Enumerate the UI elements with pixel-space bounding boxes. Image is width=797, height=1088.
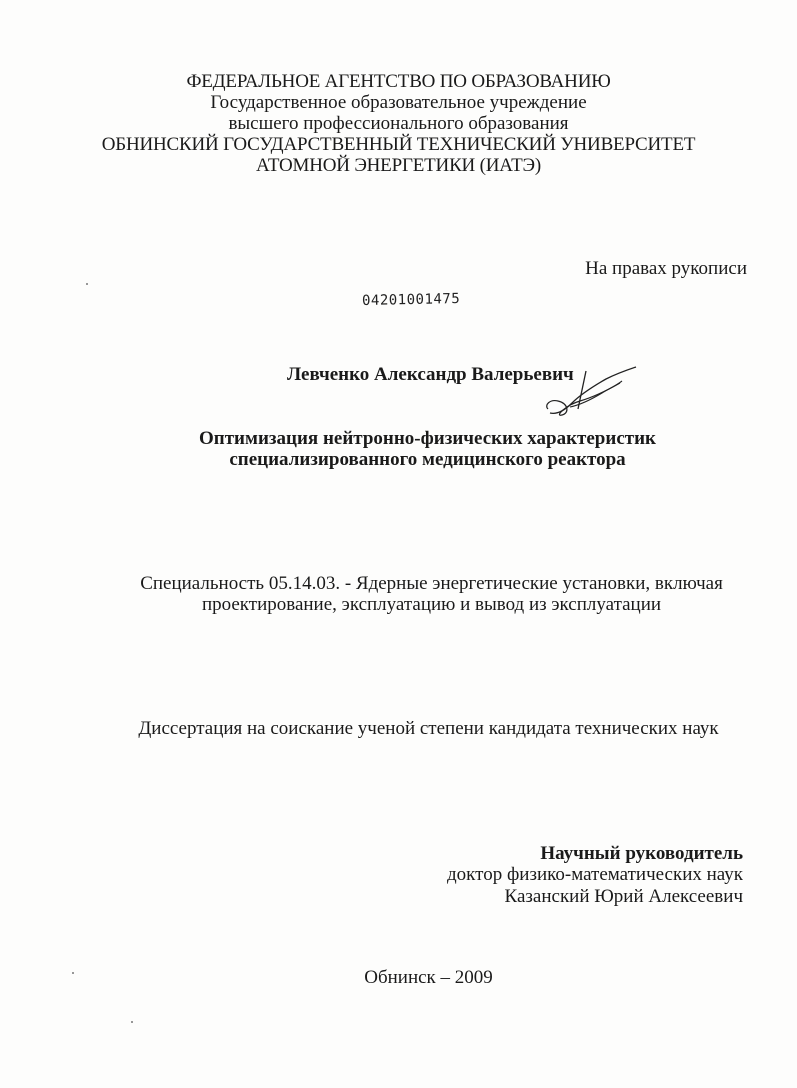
author-name: Левченко Александр Валерьевич: [287, 364, 574, 385]
thesis-title: [29, 428, 797, 470]
degree-line: Диссертация на соискание ученой степени кандидата технических наук: [138, 718, 719, 739]
supervisor-name: Казанский Юрий Алексеевич: [504, 886, 743, 907]
specialty-line: Специальность 05.14.03. - Ядерные энергетические установки, включая: [140, 573, 723, 594]
education-level-line: высшего профессионального образования: [228, 113, 569, 134]
university-name-line: ОБНИНСКИЙ ГОСУДАРСТВЕННЫЙ ТЕХНИЧЕСКИЙ УНИВЕРСИТЕТ: [101, 134, 696, 155]
scan-speck: [86, 283, 88, 285]
institution-header: [0, 71, 797, 176]
university-abbr-line: АТОМНОЙ ЭНЕРГЕТИКИ (ИАТЭ): [255, 155, 541, 176]
supervisor-degree: доктор физико-математических наук: [447, 864, 743, 885]
city-year: [30, 967, 797, 988]
city-year-line: Обнинск – 2009: [364, 967, 493, 988]
degree-statement: [30, 718, 797, 739]
institution-type-line: Государственное образовательное учреждение: [210, 92, 587, 113]
library-stamp-number: 04201001475: [361, 290, 461, 310]
scan-speck: [72, 972, 74, 974]
specialty-block: [33, 573, 797, 615]
thesis-title-line: Оптимизация нейтронно-физических характеристик: [199, 428, 656, 449]
author-signature: [540, 365, 640, 420]
manuscript-rights-note: На правах рукописи: [585, 258, 747, 279]
supervisor-heading: Научный руководитель: [540, 843, 743, 864]
thesis-title-line: специализированного медицинского реактора: [229, 449, 626, 470]
scan-speck: [131, 1021, 133, 1023]
agency-line: ФЕДЕРАЛЬНОЕ АГЕНТСТВО ПО ОБРАЗОВАНИЮ: [186, 71, 611, 92]
specialty-line: проектирование, эксплуатацию и вывод из эксплуатации: [201, 594, 662, 615]
